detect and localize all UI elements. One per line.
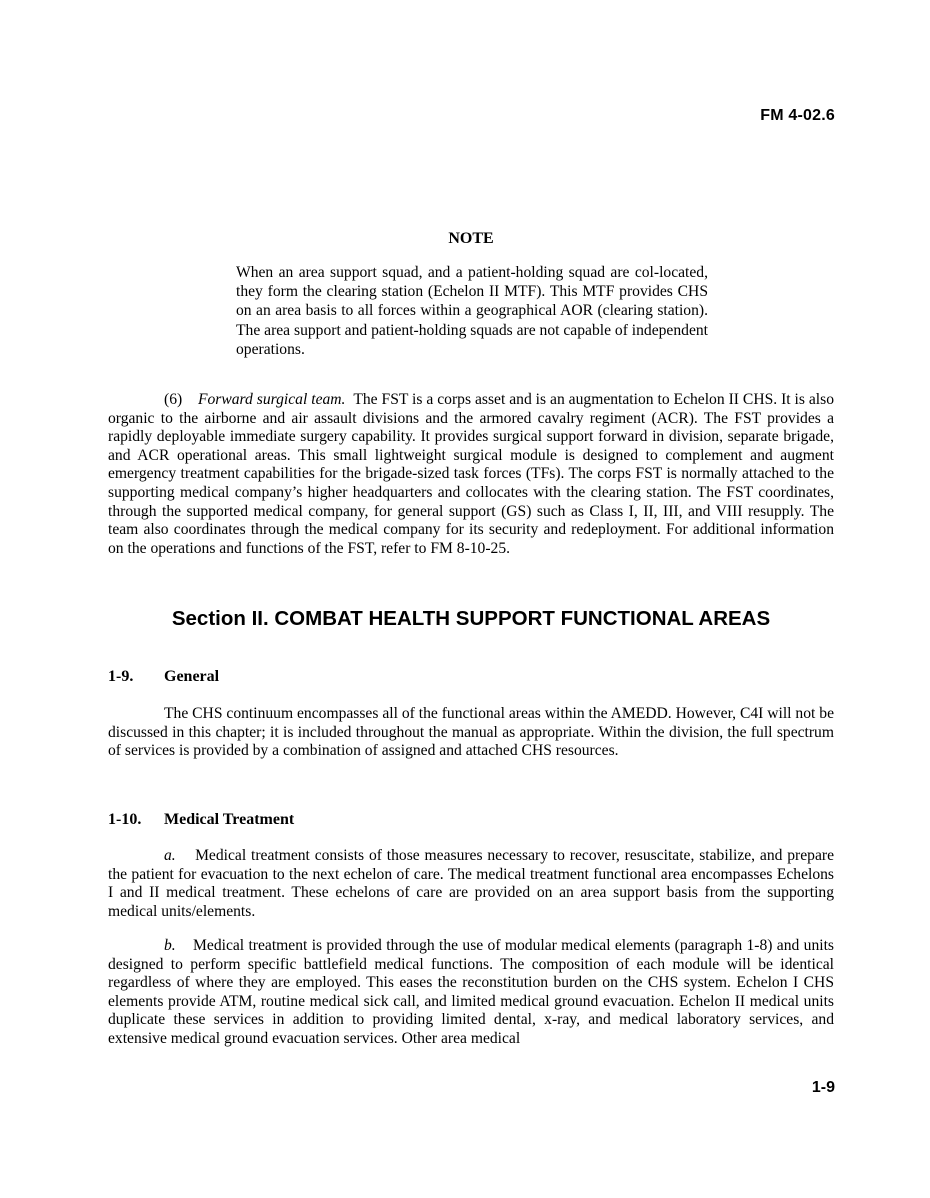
paragraph-label: b.: [164, 937, 176, 954]
paragraph-a: [108, 847, 834, 921]
page-number: 1-9: [811, 1079, 835, 1096]
paragraph-title: Forward surgical team.: [197, 391, 346, 408]
manual-id-header: FM 4-02.6: [760, 107, 835, 124]
subheading-number: 1-10.: [108, 811, 142, 828]
note-title: NOTE: [448, 230, 494, 247]
paragraph-text: Medical treatment consists of those measures necessary to recover, resuscitate, stabilize, and prepare the patient for evacuation to the next echelon of care. The medical treatment functional area encompasses Echelons I and II medical treatment. These echelons of care are provided on an area support basis from the supporting medical units/elements.: [108, 847, 834, 920]
subheading-general: [108, 668, 219, 686]
subheading-number: 1-9.: [108, 668, 134, 685]
paragraph-label: (6): [164, 391, 183, 408]
paragraph-general: The CHS continuum encompasses all of the functional areas within the AMEDD. However, C4I will not be discussed in this chapter; it is included throughout the manual as appropriate. Within the division, the full spectrum of services is provided by a combination of assigned and attached CHS resources.: [108, 705, 834, 760]
paragraph-text: The FST is a corps asset and is an augmentation to Echelon II CHS. It is also organic to the airborne and air assault divisions and the armored cavalry regiment (ACR). The FST provides a rapidly deployable immediate surgery capability. It provides surgical support forward in division, separate brigade, and ACR operational areas. This small lightweight surgical module is designed to complement and augment emergency treatment capabilities for the brigade-sized task forces (TFs). The corps FST is normally attached to the supporting medical company’s higher headquarters and collocates with the clearing station. The FST coordinates, through the supported medical company, for general support (GS) such as Class I, II, III, and VIII resupply. The team also coordinates through the medical company for its security and redeployment. For additional information on the operations and functions of the FST, refer to FM 8-10-25.: [108, 391, 835, 557]
paragraph-label: a.: [164, 847, 176, 864]
section-heading: Section II. COMBAT HEALTH SUPPORT FUNCTIONAL AREAS: [171, 607, 771, 630]
subheading-title: Medical Treatment: [164, 811, 295, 828]
paragraph-b: [108, 937, 834, 1049]
paragraph-text: Medical treatment is provided through the use of modular medical elements (paragraph 1-8) and units designed to perform specific battlefield medical functions. The composition of each module will be identical regardless of where they are employed. This eases the reconstitution burden on the CHS system. Echelon I CHS elements provide ATM, routine medical sick call, and limited medical ground evacuation. Echelon II medical units duplicate these services in addition to providing limited dental, x-ray, and medical laboratory services, and extensive medical ground evacuation services. Other area medical: [108, 937, 834, 1047]
paragraph-forward-surgical-team: [108, 391, 834, 558]
subheading-title: General: [164, 668, 220, 685]
subheading-medical-treatment: [108, 811, 294, 829]
note-body: When an area support squad, and a patient-holding squad are col-located, they form the clearing station (Echelon II MTF). This MTF provides CHS on an area basis to all forces within a geographical AOR (clearing station). The area support and patient-holding squads are not capable of independent operations.: [236, 264, 708, 358]
